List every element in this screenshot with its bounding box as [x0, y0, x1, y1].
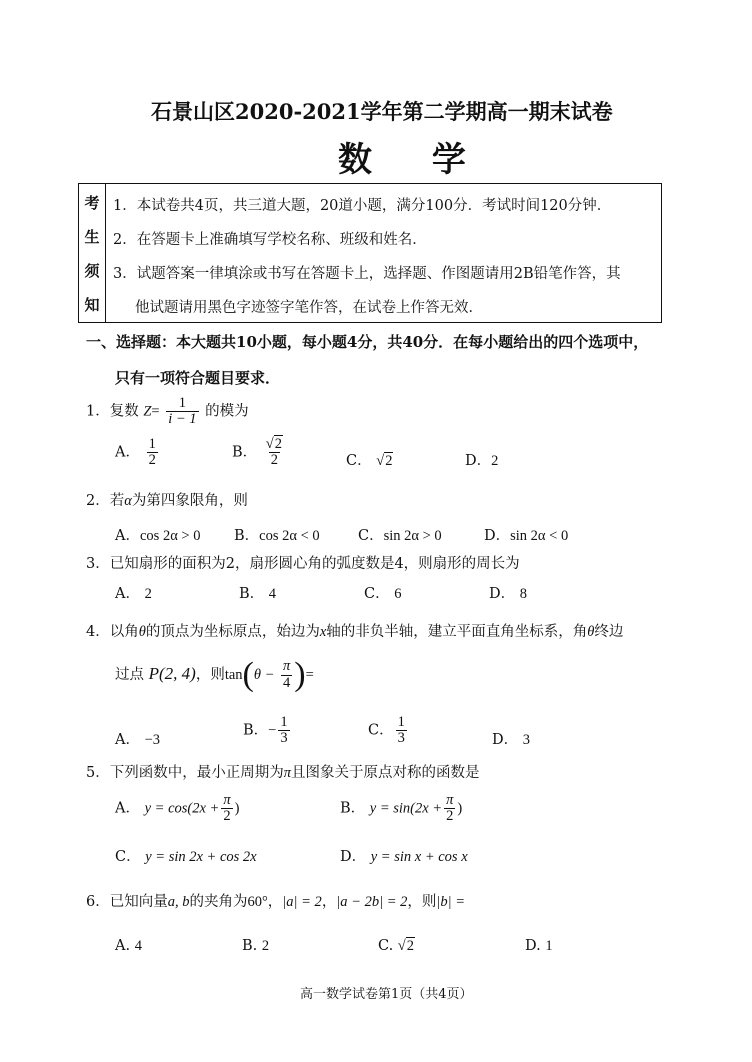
frac-numerator: 1 — [178, 395, 186, 411]
math-var: Z — [143, 403, 152, 420]
notice-line-3: 3．试题答案一律填涂或书写在答题卡上，选择题、作图题请用2B铅笔作答，其 — [113, 266, 621, 282]
frac-numerator: π — [223, 792, 231, 808]
math-condition: |a| = 2 — [282, 894, 322, 910]
option-b — [242, 938, 269, 955]
option-value: 2 — [491, 453, 499, 469]
option-label: B． — [239, 586, 265, 602]
frac-denominator: 4 — [283, 674, 291, 691]
option-expr: y = sin 2x + cos 2x — [145, 849, 257, 865]
frac-denominator: 3 — [280, 730, 288, 747]
option-value: 3 — [522, 732, 530, 748]
subject-title: 数 学 — [338, 140, 490, 180]
question-text: 过点 — [115, 667, 144, 683]
option-label: A． — [115, 732, 140, 748]
question-number: 1． — [86, 403, 110, 420]
option-expr: cos 2α < 0 — [259, 528, 320, 544]
notice-box — [78, 183, 662, 323]
question-number: 5． — [86, 765, 110, 781]
question-text: 复数 — [109, 403, 139, 420]
option-d — [484, 524, 568, 545]
question-text: 的顶点为坐标原点，始边为 — [145, 624, 320, 640]
math-fraction — [278, 715, 289, 746]
question-text: 为第四象限角，则 — [131, 493, 248, 509]
question-number: 4． — [86, 624, 110, 640]
option-label: B． — [243, 722, 269, 739]
question-2 — [86, 489, 248, 510]
question-4 — [86, 620, 623, 641]
math-var: x — [319, 624, 327, 640]
option-c — [346, 449, 393, 470]
option-expr: sin 2α > 0 — [383, 528, 442, 544]
question-3 — [86, 552, 520, 573]
frac-numerator: π — [446, 792, 454, 808]
math-expr: θ − — [253, 667, 275, 683]
option-label: A． — [115, 800, 140, 817]
option-expr: sin 2α < 0 — [510, 528, 569, 544]
option-c — [378, 938, 415, 955]
math-paren: ) — [234, 800, 240, 817]
option-expr: y = sin x + cos x — [370, 849, 468, 865]
math-vectors: a, b — [167, 894, 190, 910]
option-d — [489, 582, 527, 603]
option-c — [364, 582, 401, 603]
option-a — [115, 728, 160, 749]
math-paren: ) — [457, 800, 463, 817]
option-label: C. — [378, 938, 394, 954]
frac-denominator: 3 — [397, 730, 405, 747]
math-angle: 60° — [247, 894, 268, 910]
option-expr: y = sin(2x + — [369, 800, 443, 817]
math-fraction — [264, 437, 285, 468]
option-label: D． — [484, 528, 511, 544]
notice-line-4: 他试题请用黑色字迹签字笔作答，在试卷上作答无效． — [135, 300, 483, 316]
math-var: θ — [138, 624, 146, 640]
option-a — [115, 793, 239, 824]
option-a — [115, 582, 152, 603]
option-a — [115, 524, 200, 545]
math-var: π — [283, 765, 291, 781]
question-text: ，则 — [407, 894, 437, 910]
option-label: C． — [346, 453, 372, 469]
option-label: D． — [489, 586, 516, 602]
math-func: tan — [224, 667, 243, 683]
option-b — [340, 793, 462, 824]
option-b — [232, 437, 287, 468]
option-label: D． — [465, 453, 492, 469]
math-condition: |a − 2b| = 2 — [336, 894, 408, 910]
section-heading-cont: 只有一项符合题目要求． — [115, 369, 281, 387]
sqrt-symbol: √2 — [397, 938, 415, 954]
option-expr: y = cos(2x + — [144, 800, 220, 817]
option-c — [358, 524, 442, 545]
question-number: 3． — [86, 556, 110, 572]
notice-side-char: 须 — [84, 262, 100, 280]
option-label: B． — [232, 444, 258, 461]
notice-side-char: 考 — [84, 194, 100, 212]
question-text: ， — [267, 894, 283, 910]
math-sign: − — [268, 722, 277, 739]
option-b — [234, 524, 320, 545]
question-4-cont — [115, 658, 314, 692]
math-fraction — [221, 793, 232, 824]
notice-line-2: 2．在答题卡上准确填写学校名称、班级和姓名． — [113, 232, 427, 248]
option-value: 1 — [545, 938, 553, 954]
math-var: α — [124, 493, 132, 509]
option-label: A． — [115, 528, 140, 544]
option-b — [243, 715, 292, 746]
question-number: 6． — [86, 894, 110, 910]
frac-denominator: 2 — [223, 808, 231, 825]
question-text: 以角 — [109, 624, 139, 640]
option-label: A. — [115, 938, 131, 954]
frac-denominator: 2 — [446, 808, 454, 825]
math-fraction — [281, 659, 292, 690]
question-text: 已知向量 — [109, 894, 168, 910]
option-label: D． — [492, 732, 519, 748]
question-6 — [86, 890, 465, 911]
question-text: 已知扇形的面积为2，扇形圆心角的弧度数是4，则扇形的周长为 — [109, 556, 520, 572]
option-value: 6 — [394, 586, 402, 602]
section-heading: 一、选择题：本大题共10小题，每小题4分，共40分．在每小题给出的四个选项中， — [86, 333, 649, 351]
option-a — [115, 938, 142, 955]
option-label: B. — [242, 938, 258, 954]
math-fraction — [147, 437, 158, 468]
math-fraction — [166, 396, 198, 427]
option-d — [465, 449, 498, 470]
notice-side-label — [79, 184, 106, 322]
math-point: P(2, 4) — [148, 664, 196, 683]
option-d — [492, 728, 530, 749]
frac-denominator: i − 1 — [168, 411, 197, 428]
option-label: C． — [358, 528, 384, 544]
math-paren: ( — [242, 656, 254, 693]
option-c — [115, 845, 257, 866]
option-b — [239, 582, 276, 603]
option-label: B． — [340, 800, 366, 817]
question-text: 的夹角为 — [189, 894, 248, 910]
frac-numerator: π — [283, 658, 291, 675]
math-paren: ) — [294, 656, 306, 693]
question-text: 若 — [109, 493, 125, 509]
option-value: 4 — [134, 938, 142, 954]
notice-side-char: 生 — [84, 228, 100, 246]
option-label: C． — [364, 586, 390, 602]
question-5 — [86, 761, 480, 782]
notice-side-char: 知 — [84, 296, 100, 314]
notice-line-1: 1．本试卷共4页，共三道大题，20道小题，满分100分．考试时间120分钟． — [113, 198, 612, 214]
frac-numerator: 1 — [397, 714, 405, 730]
frac-numerator: 1 — [148, 436, 156, 452]
option-value: 4 — [268, 586, 277, 602]
math-var: θ — [587, 624, 595, 640]
option-label: C． — [368, 722, 394, 739]
option-label: D. — [525, 938, 541, 954]
sqrt-symbol: √2 — [265, 436, 282, 452]
option-label: A． — [115, 586, 140, 602]
option-value: 2 — [144, 586, 152, 602]
option-value: 8 — [519, 586, 527, 602]
frac-numerator: 1 — [280, 714, 288, 730]
page-footer: 高一数学试卷第1页（共4页） — [300, 987, 473, 1002]
math-condition: |b| = — [436, 894, 465, 910]
option-label: A． — [115, 444, 140, 461]
option-label: C． — [115, 849, 141, 865]
math-eq: = — [151, 403, 160, 420]
option-d — [525, 938, 553, 955]
frac-numerator — [264, 437, 285, 452]
math-fraction — [396, 715, 407, 746]
question-1 — [86, 396, 249, 427]
frac-denominator: 2 — [148, 452, 156, 469]
question-text: ，则 — [195, 667, 225, 683]
option-expr: cos 2α > 0 — [139, 528, 201, 544]
option-value: 2 — [261, 938, 270, 954]
question-text: 且图象关于原点对称的函数是 — [291, 765, 480, 781]
question-text: 下列函数中，最小正周期为 — [109, 765, 284, 781]
frac-denominator: 2 — [270, 452, 278, 469]
question-text: 轴的非负半轴，建立平面直角坐标系，角 — [326, 624, 588, 640]
option-d — [340, 845, 468, 866]
option-label: B． — [234, 528, 260, 544]
question-text: 终边 — [594, 624, 624, 640]
exam-title: 石景山区2020-2021学年第二学期高一期末试卷 — [151, 99, 613, 124]
option-c — [368, 715, 409, 746]
option-label: D． — [340, 849, 367, 865]
math-eq: = — [305, 667, 314, 683]
sqrt-symbol: √2 — [376, 453, 393, 469]
question-text: 的模为 — [205, 403, 249, 420]
question-text: ， — [321, 894, 337, 910]
question-number: 2． — [86, 493, 110, 509]
option-value: −3 — [144, 732, 161, 748]
option-a — [115, 437, 160, 468]
math-fraction — [444, 793, 455, 824]
